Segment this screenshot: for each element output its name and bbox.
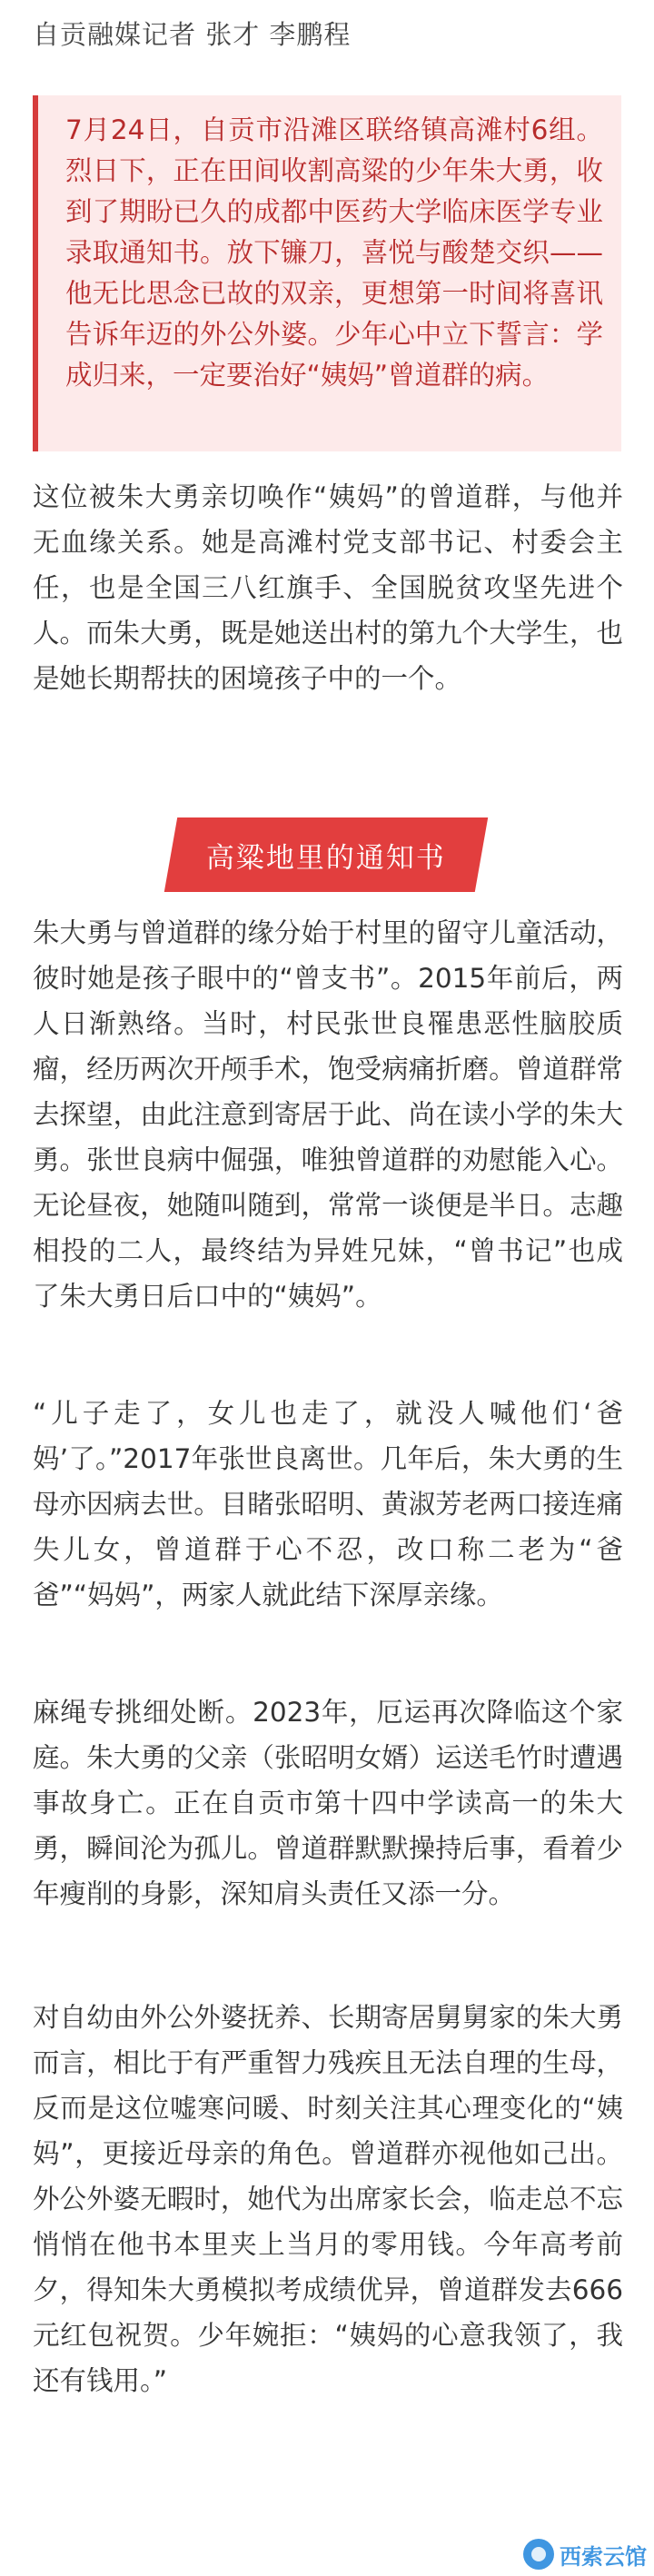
watermark-text: 西索云馆 (560, 2543, 647, 2570)
watermark-logo-icon (523, 2539, 554, 2570)
paragraph-tragedy: 麻绳专挑细处断。2023年，厄运再次降临这个家庭。朱大勇的父亲（张昭明女婿）运送毛竹时遭遇事故身亡。正在自贡市第十四中学读高一的朱大勇，瞬间沦为孤儿。曾道群默默操持后事，看着少年瘦削的身影，深知肩头责任又添一分。 (33, 1697, 623, 1909)
author-byline: 自贡融媒记者 张才 李鹏程 (33, 19, 352, 50)
lead-quote-box (33, 95, 621, 451)
watermark (523, 2536, 647, 2572)
paragraph-origin: 朱大勇与曾道群的缘分始于村里的留守儿童活动，彼时她是孩子眼中的“曾支书”。2015年前后，两人日渐熟络。当时，村民张世良罹患恶性脑胶质瘤，经历两次开颅手术，饱受病痛折磨。曾道群常去探望，由此注意到寄居于此、尚在读小学的朱大勇。张世良病中倔强，唯独曾道群的劝慰能入心。无论昼夜，她随叫随到，常常一谈便是半日。志趣相投的二人，最终结为异姓兄妹，“曾书记”也成了朱大勇日后口中的“姨妈”。 (33, 917, 623, 1312)
paragraph-care: 对自幼由外公外婆抚养、长期寄居舅舅家的朱大勇而言，相比于有严重智力残疾且无法自理的生母，反而是这位嘘寒问暖、时刻关注其心理变化的“姨妈”，更接近母亲的角色。曾道群亦视他如己出。外公外婆无暇时，她代为出席家长会，临走总不忘悄悄在他书本里夹上当月的零用钱。今年高考前夕，得知朱大勇模拟考成绩优异，曾道群发去666元红包祝贺。少年婉拒：“姨妈的心意我领了，我还有钱用。” (33, 2002, 623, 2396)
lead-paragraph: 7月24日，自贡市沿滩区联络镇高滩村6组。烈日下，正在田间收割高粱的少年朱大勇，收到了期盼已久的成都中医药大学临床医学专业录取通知书。放下镰刀，喜悦与酸楚交织——他无比思念已故的双亲，更想第一时间将喜讯告诉年迈的外公外婆。少年心中立下誓言：学成归来，一定要治好“姨妈”曾道群的病。 (65, 114, 603, 391)
section-heading-banner (164, 817, 488, 892)
section-heading: 高粱地里的通知书 (206, 841, 446, 875)
paragraph-intro: 这位被朱大勇亲切唤作“姨妈”的曾道群，与他并无血缘关系。她是高滩村党支部书记、村委会主任，也是全国三八红旗手、全国脱贫攻坚先进个人。而朱大勇，既是她送出村的第九个大学生，也是她长期帮扶的困境孩子中的一个。 (33, 481, 623, 694)
paragraph-family: “儿子走了，女儿也走了，就没人喊他们‘爸妈’了。”2017年张世良离世。几年后，朱大勇的生母亦因病去世。目睹张昭明、黄淑芳老两口接连痛失儿女，曾道群于心不忍，改口称二老为“爸爸”“妈妈”，两家人就此结下深厚亲缘。 (33, 1398, 623, 1610)
